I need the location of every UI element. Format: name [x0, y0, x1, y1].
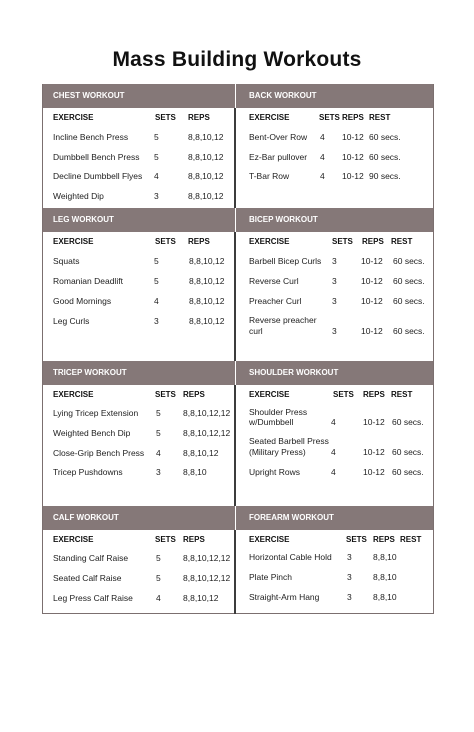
exercise-sets: 4 [154, 171, 159, 181]
exercise-sets: 3 [156, 467, 161, 477]
exercise-name: Standing Calf Raise [53, 553, 129, 563]
exercise-sets: 3 [347, 592, 352, 602]
exercise-reps: 8,8,10 [373, 552, 397, 562]
exercise-name: Lying Tricep Extension [53, 408, 139, 418]
exercise-name: Squats [53, 256, 80, 266]
col-exercise: EXERCISE [249, 237, 290, 246]
exercise-sets: 4 [331, 447, 336, 457]
exercise-rest: 60 secs. [393, 296, 425, 306]
col-sets: SETS [332, 237, 353, 246]
exercise-reps: 10-12 [363, 447, 385, 457]
forearm-workout-section [236, 506, 433, 614]
bicep-workout-section [236, 208, 433, 361]
section-header: SHOULDER WORKOUT [236, 361, 433, 385]
exercise-sets: 5 [154, 256, 159, 266]
exercise-sets: 4 [331, 417, 336, 427]
col-reps: REPS [188, 237, 210, 246]
exercise-sets: 3 [154, 191, 159, 201]
shoulder-workout-section [236, 361, 433, 506]
exercise-reps: 8,8,10,12 [183, 593, 219, 603]
exercise-rest: 60 secs. [369, 132, 401, 142]
exercise-name: Dumbbell Bench Press [53, 152, 140, 162]
exercise-sets: 3 [332, 256, 337, 266]
col-exercise: EXERCISE [53, 390, 94, 399]
col-reps: REPS [183, 535, 205, 544]
workout-grid [42, 84, 434, 614]
exercise-name: Preacher Curl [249, 296, 302, 306]
col-reps: REPS [188, 113, 210, 122]
exercise-sets: 5 [154, 276, 159, 286]
exercise-name-cont: (Military Press) [249, 447, 306, 457]
col-reps: REPS [373, 535, 395, 544]
exercise-rest: 60 secs. [392, 417, 424, 427]
col-reps: REPS [362, 237, 384, 246]
exercise-sets: 4 [156, 448, 161, 458]
exercise-reps: 8,8,10,12 [189, 296, 225, 306]
exercise-sets: 4 [320, 132, 325, 142]
exercise-rest: 60 secs. [393, 256, 425, 266]
exercise-sets: 4 [320, 171, 325, 181]
exercise-sets: 5 [156, 408, 161, 418]
section-header: TRICEP WORKOUT [43, 361, 235, 385]
exercise-reps: 8,8,10,12 [183, 448, 219, 458]
page-title: Mass Building Workouts [112, 48, 362, 71]
exercise-sets: 3 [347, 552, 352, 562]
exercise-reps: 8,8,10 [373, 592, 397, 602]
col-sets: SETS [155, 113, 176, 122]
col-exercise: EXERCISE [53, 535, 94, 544]
exercise-sets: 4 [331, 467, 336, 477]
exercise-reps: 8,8,10,12 [189, 316, 225, 326]
col-exercise: EXERCISE [249, 535, 290, 544]
exercise-name: Good Mornings [53, 296, 112, 306]
exercise-name-cont: w/Dumbbell [249, 417, 294, 427]
col-exercise: EXERCISE [53, 237, 94, 246]
exercise-name: Close-Grip Bench Press [53, 448, 145, 458]
col-sets: SETS [319, 113, 340, 122]
exercise-name: Plate Pinch [249, 572, 292, 582]
exercise-name: Weighted Dip [53, 191, 104, 201]
exercise-rest: 60 secs. [392, 467, 424, 477]
exercise-name: Seated Calf Raise [53, 573, 122, 583]
tricep-workout-section [43, 361, 235, 506]
exercise-reps: 10-12 [342, 132, 364, 142]
col-sets: SETS [346, 535, 367, 544]
exercise-name: Upright Rows [249, 467, 301, 477]
col-rest: REST [391, 390, 413, 399]
section-header: CALF WORKOUT [43, 506, 235, 530]
exercise-reps: 10-12 [361, 296, 383, 306]
exercise-sets: 3 [347, 572, 352, 582]
exercise-reps: 10-12 [361, 326, 383, 336]
exercise-name: Reverse Curl [249, 276, 299, 286]
exercise-rest: 60 secs. [392, 447, 424, 457]
exercise-name: Bent-Over Row [249, 132, 308, 142]
exercise-reps: 10-12 [361, 256, 383, 266]
column-divider [234, 385, 236, 506]
section-header: FOREARM WORKOUT [236, 506, 433, 530]
section-header: LEG WORKOUT [43, 208, 235, 232]
exercise-reps: 10-12 [361, 276, 383, 286]
exercise-reps: 8,8,10,12,12 [183, 553, 231, 563]
back-workout-section [236, 84, 433, 208]
exercise-sets: 3 [332, 296, 337, 306]
col-sets: SETS [155, 237, 176, 246]
column-divider [234, 232, 236, 361]
exercise-name: Leg Curls [53, 316, 90, 326]
col-reps: REPS [363, 390, 385, 399]
section-header: BACK WORKOUT [236, 84, 433, 108]
exercise-reps: 10-12 [363, 467, 385, 477]
section-header: CHEST WORKOUT [43, 84, 235, 108]
col-sets: SETS [155, 390, 176, 399]
leg-workout-section [43, 208, 235, 361]
col-exercise: EXERCISE [53, 113, 94, 122]
col-exercise: EXERCISE [249, 113, 290, 122]
exercise-reps: 8,8,10,12 [188, 132, 224, 142]
col-sets: SETS [333, 390, 354, 399]
exercise-rest: 60 secs. [393, 276, 425, 286]
exercise-reps: 10-12 [342, 171, 364, 181]
exercise-name: Romanian Deadlift [53, 276, 123, 286]
exercise-name: Incline Bench Press [53, 132, 129, 142]
exercise-name: Leg Press Calf Raise [53, 593, 133, 603]
exercise-reps: 8,8,10,12 [188, 152, 224, 162]
exercise-sets: 3 [332, 276, 337, 286]
exercise-sets: 5 [154, 132, 159, 142]
chest-workout-section [43, 84, 235, 208]
exercise-sets: 5 [154, 152, 159, 162]
exercise-name: Straight-Arm Hang [249, 592, 320, 602]
column-divider [234, 530, 236, 614]
col-sets: SETS [155, 535, 176, 544]
exercise-sets: 3 [154, 316, 159, 326]
exercise-name: T-Bar Row [249, 171, 290, 181]
exercise-sets: 4 [154, 296, 159, 306]
exercise-name: Reverse preacher [249, 315, 317, 325]
calf-workout-section [43, 506, 235, 614]
column-divider [234, 108, 236, 208]
exercise-sets: 4 [320, 152, 325, 162]
exercise-name: Ez-Bar pullover [249, 152, 308, 162]
exercise-reps: 8,8,10,12 [189, 256, 225, 266]
exercise-reps: 10-12 [342, 152, 364, 162]
exercise-reps: 8,8,10,12,12 [183, 408, 231, 418]
exercise-sets: 5 [156, 573, 161, 583]
col-reps: REPS [342, 113, 364, 122]
exercise-reps: 8,8,10,12,12 [183, 573, 231, 583]
col-rest: REST [369, 113, 391, 122]
exercise-name: Barbell Bicep Curls [249, 256, 322, 266]
exercise-name: Decline Dumbbell Flyes [53, 171, 143, 181]
exercise-sets: 3 [332, 326, 337, 336]
exercise-name: Seated Barbell Press [249, 436, 329, 446]
col-rest: REST [400, 535, 422, 544]
exercise-sets: 5 [156, 553, 161, 563]
exercise-rest: 90 secs. [369, 171, 401, 181]
exercise-name-cont: curl [249, 326, 263, 336]
exercise-name: Horizontal Cable Hold [249, 552, 332, 562]
col-reps: REPS [183, 390, 205, 399]
exercise-reps: 8,8,10,12 [188, 191, 224, 201]
exercise-rest: 60 secs. [369, 152, 401, 162]
exercise-sets: 5 [156, 428, 161, 438]
exercise-reps: 8,8,10 [373, 572, 397, 582]
exercise-reps: 8,8,10,12 [189, 276, 225, 286]
exercise-name: Weighted Bench Dip [53, 428, 131, 438]
exercise-name: Tricep Pushdowns [53, 467, 123, 477]
exercise-rest: 60 secs. [393, 326, 425, 336]
exercise-sets: 4 [156, 593, 161, 603]
exercise-reps: 8,8,10 [183, 467, 207, 477]
col-exercise: EXERCISE [249, 390, 290, 399]
exercise-reps: 10-12 [363, 417, 385, 427]
exercise-reps: 8,8,10,12,12 [183, 428, 231, 438]
exercise-name: Shoulder Press [249, 407, 308, 417]
section-header: BICEP WORKOUT [236, 208, 433, 232]
col-rest: REST [391, 237, 413, 246]
exercise-reps: 8,8,10,12 [188, 171, 224, 181]
